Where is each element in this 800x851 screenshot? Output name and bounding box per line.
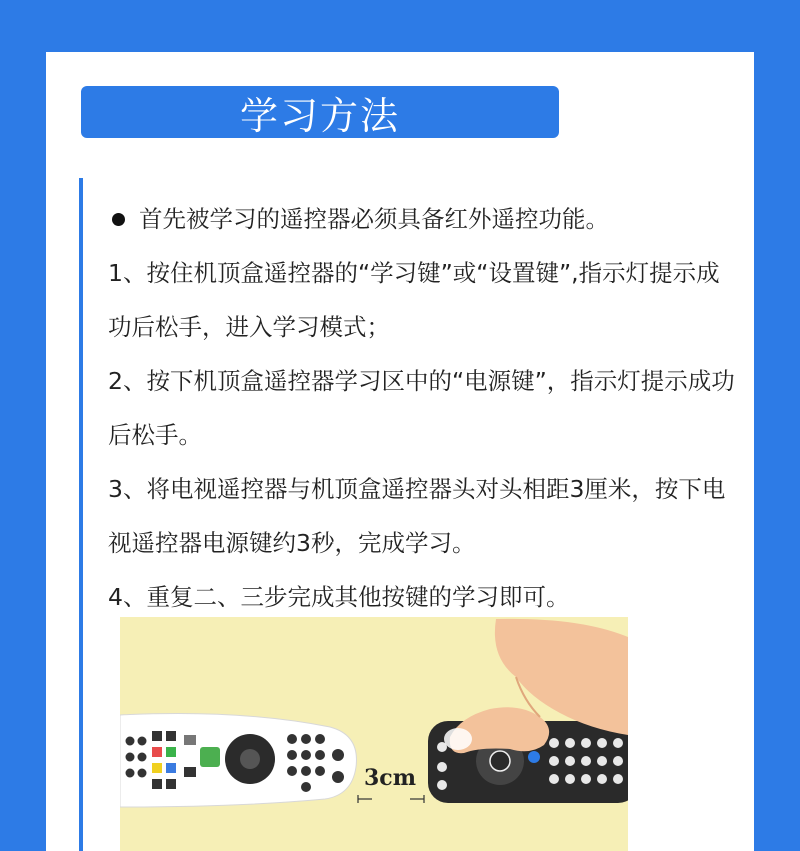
intro-line — [108, 192, 738, 246]
bullet-icon — [112, 213, 125, 226]
step-1: 1、按住机顶盒遥控器的“学习键”或“设置键”,指示灯提示成功后松手，进入学习模式； — [108, 259, 720, 341]
remote-illustration — [120, 617, 628, 851]
step-3: 3、将电视遥控器与机顶盒遥控器头对头相距3厘米，按下电视遥控器电源键约3秒，完成学习。 — [108, 475, 726, 557]
tv-remote — [120, 714, 356, 808]
content-card — [46, 52, 754, 851]
instructions — [108, 192, 738, 624]
intro-text: 首先被学习的遥控器必须具备红外遥控功能。 — [139, 205, 609, 233]
page-title: 学习方法 — [239, 93, 400, 138]
distance-marker — [358, 795, 424, 803]
step-2: 2、按下机顶盒遥控器学习区中的“电源键”，指示灯提示成功后松手。 — [108, 367, 735, 449]
distance-label: 3cm — [364, 765, 416, 791]
accent-line — [79, 178, 83, 851]
remote-drawing — [120, 617, 628, 851]
step-4: 4、重复二、三步完成其他按键的学习即可。 — [108, 583, 570, 611]
title-banner — [81, 86, 559, 138]
